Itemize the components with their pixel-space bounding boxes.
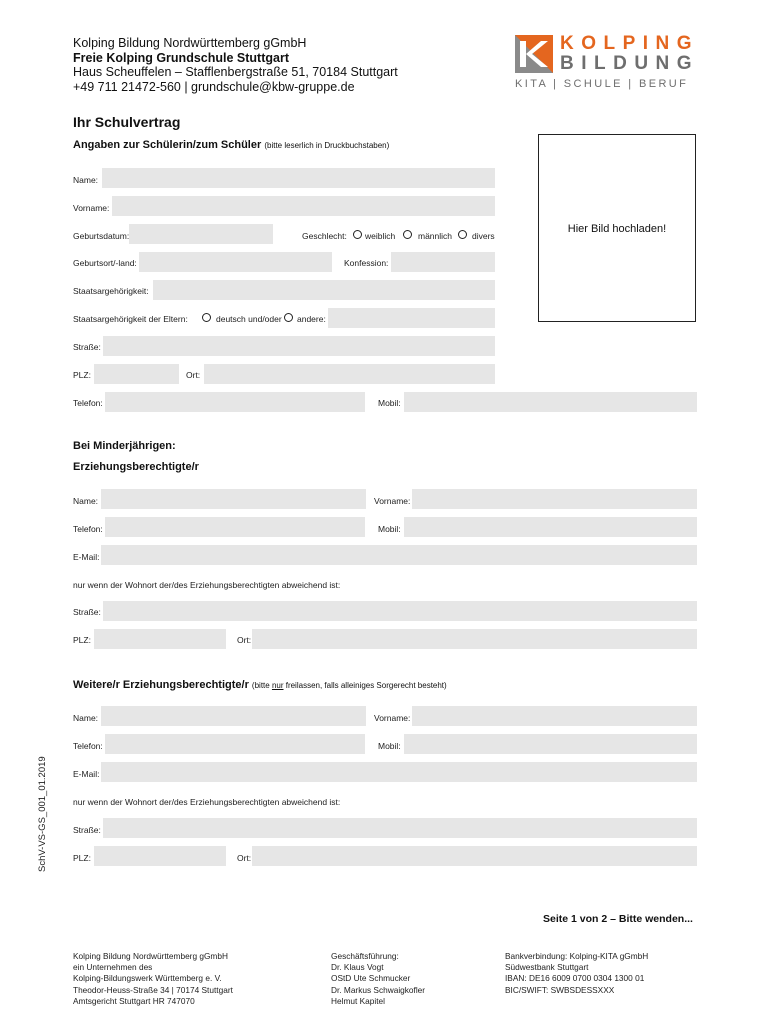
photo-upload-box[interactable] — [538, 134, 696, 322]
footer-management-line: OStD Ute Schmucker — [331, 973, 411, 984]
guardian2-strasse-label: Straße: — [73, 825, 101, 835]
minor-heading: Bei Minderjährigen: — [73, 440, 176, 452]
student-geburtsdatum-label: Geburtsdatum: — [73, 231, 130, 241]
radio-maennlich[interactable] — [403, 230, 412, 239]
guardian1-telefon-field[interactable] — [105, 517, 365, 537]
logo-line2: BILDUNG — [560, 53, 700, 74]
student-strasse-field[interactable] — [103, 336, 495, 356]
footer-management-line: Geschäftsführung: — [331, 951, 399, 961]
student-plz-label: PLZ: — [73, 370, 91, 380]
student-ort-label: Ort: — [186, 370, 201, 380]
guardian2-vorname-field[interactable] — [412, 706, 697, 726]
student-vorname-label: Vorname: — [73, 203, 110, 213]
guardian2-email-field[interactable] — [101, 762, 697, 782]
student-name-label: Name: — [73, 175, 99, 185]
logo-tagline: KITA | SCHULE | BERUF — [515, 78, 689, 90]
student-ort-field[interactable] — [204, 364, 495, 384]
student-mobil-label: Mobil: — [378, 398, 401, 408]
student-telefon-label: Telefon: — [73, 398, 103, 408]
guardian1-heading: Erziehungsberechtigte/r — [73, 461, 199, 473]
guardian1-plz-label: PLZ: — [73, 635, 91, 645]
footer-company — [73, 951, 233, 1007]
org-name: Kolping Bildung Nordwürttemberg gGmbH — [73, 36, 307, 50]
student-geburtsort-label: Geburtsort/-land: — [73, 258, 137, 268]
guardian1-vorname-field[interactable] — [412, 489, 697, 509]
student-mobil-field[interactable] — [404, 392, 697, 412]
guardian2-telefon-label: Telefon: — [73, 741, 103, 751]
radio-deutsch-label: deutsch und/oder — [216, 314, 282, 324]
eltern-staat-andere-field[interactable] — [328, 308, 495, 328]
guardian1-ort-label: Ort: — [237, 635, 252, 645]
guardian1-vorname-label: Vorname: — [374, 496, 411, 506]
guardian2-mobil-field[interactable] — [404, 734, 697, 754]
guardian2-heading-text: Weitere/r Erziehungsberechtigte/r — [73, 679, 249, 691]
guardian2-note-pre: (bitte — [251, 681, 272, 690]
letterhead — [73, 36, 398, 94]
guardian1-mobil-label: Mobil: — [378, 524, 401, 534]
guardian2-ort-field[interactable] — [252, 846, 697, 866]
footer-bank-line: Bankverbindung: Kolping-KITA gGmbH — [505, 951, 649, 961]
student-name-field[interactable] — [102, 168, 495, 188]
guardian1-mobil-field[interactable] — [404, 517, 697, 537]
footer-company-line: Amtsgericht Stuttgart HR 747070 — [73, 995, 195, 1006]
guardian2-vorname-label: Vorname: — [374, 713, 411, 723]
student-heading-text: Angaben zur Schülerin/zum Schüler — [73, 139, 262, 151]
guardian2-plz-field[interactable] — [94, 846, 226, 866]
radio-deutsch[interactable] — [202, 313, 211, 322]
guardian1-ort-field[interactable] — [252, 629, 697, 649]
student-strasse-label: Straße: — [73, 342, 101, 352]
guardian1-plz-field[interactable] — [94, 629, 226, 649]
school-address: Haus Scheuffelen – Stafflenbergstraße 51, 70184 Stuttgart — [73, 65, 398, 79]
photo-upload-label: Hier Bild hochladen! — [567, 223, 667, 235]
guardian1-name-label: Name: — [73, 496, 99, 506]
student-konfession-field[interactable] — [391, 252, 495, 272]
radio-divers-label: divers — [472, 231, 495, 241]
guardian1-strasse-label: Straße: — [73, 607, 101, 617]
kolping-k-icon — [515, 35, 553, 73]
student-geburtsort-field[interactable] — [139, 252, 332, 272]
footer-company-line: Kolping Bildung Nordwürttemberg gGmbH — [73, 951, 228, 961]
radio-weiblich[interactable] — [353, 230, 362, 239]
guardian2-telefon-field[interactable] — [105, 734, 365, 754]
student-konfession-label: Konfession: — [344, 258, 389, 268]
footer-management-line: Dr. Klaus Vogt — [331, 962, 384, 973]
guardian1-strasse-field[interactable] — [103, 601, 697, 621]
footer-bank-line: Südwestbank Stuttgart — [505, 962, 589, 973]
geschlecht-label: Geschlecht: — [302, 231, 347, 241]
student-plz-field[interactable] — [94, 364, 179, 384]
student-vorname-field[interactable] — [112, 196, 495, 216]
student-heading — [73, 139, 389, 151]
radio-divers[interactable] — [458, 230, 467, 239]
guardian2-note-underlined: nur — [271, 681, 284, 690]
school-contact: +49 711 21472-560 | grundschule@kbw-gruppe.de — [73, 79, 355, 94]
footer-management-line: Dr. Markus Schwaigkofler — [331, 984, 426, 995]
guardian2-plz-label: PLZ: — [73, 853, 91, 863]
footer-company-line: Theodor-Heuss-Straße 34 | 70174 Stuttgart — [73, 984, 233, 995]
school-name: Freie Kolping Grundschule Stuttgart — [73, 50, 289, 65]
guardian2-note — [252, 681, 447, 690]
guardian1-name-field[interactable] — [101, 489, 366, 509]
logo-line1: KOLPING — [560, 33, 700, 54]
page-title: Ihr Schulvertrag — [73, 114, 181, 130]
student-staat-field[interactable] — [153, 280, 495, 300]
radio-maennlich-label: männlich — [418, 231, 453, 241]
guardian2-name-field[interactable] — [101, 706, 366, 726]
eltern-staat-label: Staatsargehörigkeit der Eltern: — [73, 314, 188, 324]
footer-management — [331, 951, 425, 1007]
guardian2-mobil-label: Mobil: — [378, 741, 401, 751]
guardian2-email-label: E-Mail: — [73, 769, 100, 779]
radio-andere[interactable] — [284, 313, 293, 322]
kolping-logo — [515, 35, 700, 95]
footer-bank-line: BIC/SWIFT: SWBSDESSXXX — [505, 984, 615, 995]
footer-company-line: ein Unternehmen des — [73, 962, 153, 973]
footer-bank — [505, 951, 648, 996]
document-code: SchV-VS-GS_001_01.2019 — [37, 756, 48, 872]
guardian2-name-label: Name: — [73, 713, 99, 723]
guardian1-address-note: nur wenn der Wohnort der/des Erziehungsberechtigten abweichend ist: — [73, 580, 341, 590]
guardian1-telefon-label: Telefon: — [73, 524, 103, 534]
footer-management-line: Helmut Kapitel — [331, 995, 385, 1006]
radio-andere-label: andere: — [297, 314, 326, 324]
footer-company-line: Kolping-Bildungswerk Württemberg e. V. — [73, 973, 222, 984]
guardian2-address-note: nur wenn der Wohnort der/des Erziehungsberechtigten abweichend ist: — [73, 797, 341, 807]
student-geburtsdatum-field[interactable] — [129, 224, 273, 244]
guardian1-email-label: E-Mail: — [73, 552, 100, 562]
guardian1-email-field[interactable] — [101, 545, 697, 565]
page-indicator: Seite 1 von 2 – Bitte wenden... — [543, 913, 693, 925]
student-telefon-field[interactable] — [105, 392, 365, 412]
student-heading-note: (bitte leserlich in Druckbuchstaben) — [264, 141, 390, 150]
student-staat-label: Staatsargehörigkeit: — [73, 286, 149, 296]
guardian2-strasse-field[interactable] — [103, 818, 697, 838]
footer-bank-line: IBAN: DE16 6009 0700 0304 1300 01 — [505, 973, 645, 984]
guardian2-heading — [73, 679, 447, 691]
radio-weiblich-label: weiblich — [365, 231, 396, 241]
guardian2-ort-label: Ort: — [237, 853, 252, 863]
guardian2-note-post: freilassen, falls alleiniges Sorgerecht besteht) — [283, 681, 447, 690]
